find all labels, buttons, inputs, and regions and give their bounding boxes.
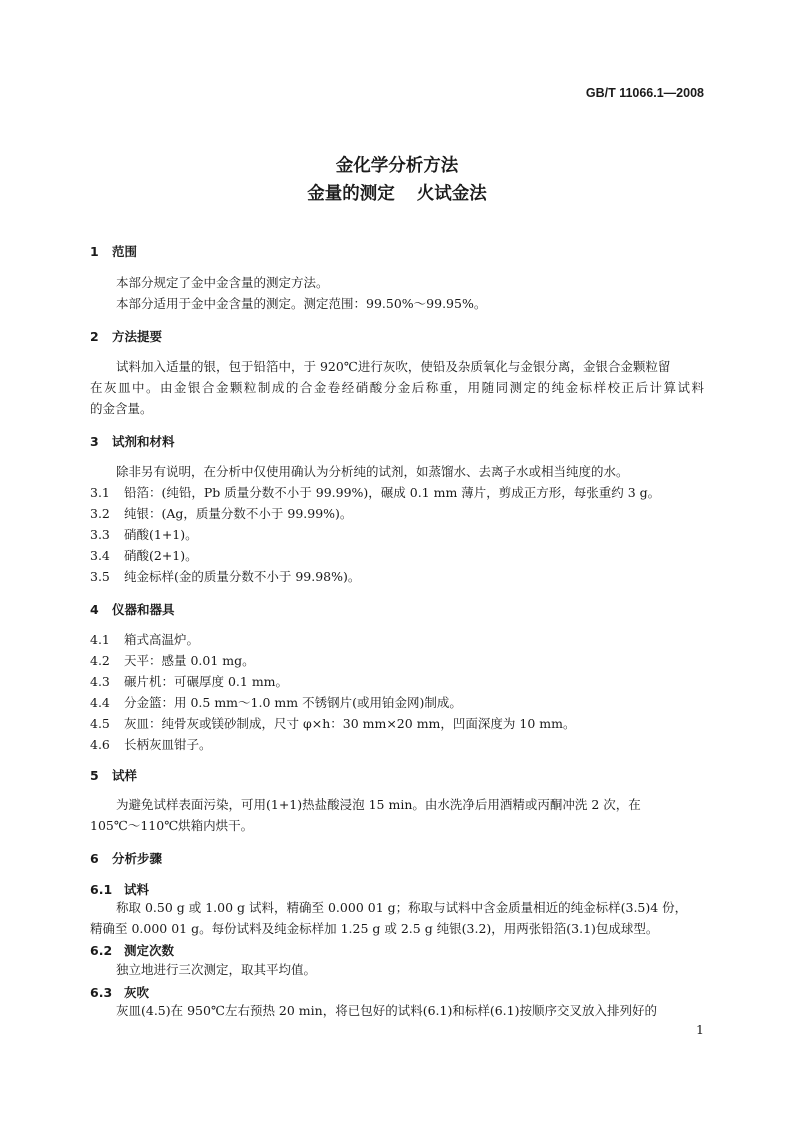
paragraph-line: 精确至 0.000 01 g。每份试料及纯金标样加 1.25 g 或 2.5 g 纯银(3.2)，用两张铅箔(3.1)包成球型。 bbox=[90, 921, 659, 936]
paragraph-line: 试料加入适量的银，包于铅箔中，于 920℃进行灰吹，使铅及杂质氧化与金银分离，金银合金颗粒留 bbox=[116, 359, 671, 374]
paragraph-line: 105℃～110℃烘箱内烘干。 bbox=[90, 818, 254, 833]
item-text: 天平：感量 0.01 mg。 bbox=[124, 653, 255, 668]
paragraph: 本部分规定了金中金含量的测定方法。 bbox=[116, 275, 329, 290]
section-2-heading bbox=[90, 327, 162, 345]
list-item bbox=[90, 716, 575, 732]
item-text: 灰皿：纯骨灰或镁砂制成，尺寸 φ×h：30 mm×20 mm，凹面深度为 10 mm。 bbox=[124, 716, 576, 731]
subsection-6-2-heading bbox=[90, 941, 174, 959]
paragraph-line: 在灰皿中。由金银合金颗粒制成的合金卷经硝酸分金后称重，用随同测定的纯金标样校正后计算试料 bbox=[90, 380, 704, 395]
section-title: 方法提要 bbox=[112, 329, 163, 344]
item-number: 3.4 bbox=[90, 548, 110, 563]
section-6-heading bbox=[90, 849, 162, 867]
list-item bbox=[90, 527, 198, 543]
subsection-title: 测定次数 bbox=[124, 943, 175, 958]
item-number: 3.1 bbox=[90, 485, 110, 500]
subsection-title: 灰吹 bbox=[124, 985, 150, 1000]
section-title: 试剂和材料 bbox=[112, 434, 175, 449]
section-number: 2 bbox=[90, 329, 99, 344]
item-number: 4.4 bbox=[90, 695, 110, 710]
section-title: 分析步骤 bbox=[112, 851, 163, 866]
section-title: 仪器和器具 bbox=[112, 602, 175, 617]
item-text: 箱式高温炉。 bbox=[124, 632, 200, 647]
list-item bbox=[90, 569, 360, 585]
paragraph: 除非另有说明，在分析中仅使用确认为分析纯的试剂，如蒸馏水、去离子水或相当纯度的水。 bbox=[116, 464, 629, 479]
subsection-title: 试料 bbox=[124, 882, 150, 897]
list-item bbox=[90, 695, 462, 711]
section-number: 3 bbox=[90, 434, 99, 449]
item-text: 硝酸(1+1)。 bbox=[124, 527, 198, 542]
document-title-line-2 bbox=[0, 180, 794, 205]
subsection-number: 6.1 bbox=[90, 882, 113, 897]
item-number: 4.6 bbox=[90, 737, 110, 752]
list-item bbox=[90, 674, 288, 690]
list-item bbox=[90, 653, 255, 669]
section-title: 试样 bbox=[112, 768, 138, 783]
section-3-heading bbox=[90, 432, 175, 450]
section-1-heading bbox=[90, 242, 137, 260]
paragraph-line: 称取 0.50 g 或 1.00 g 试料，精确至 0.000 01 g；称取与试料中含金质量相近的纯金标样(3.5)4 份， bbox=[116, 900, 688, 915]
title-part-a: 金量的测定 bbox=[307, 184, 395, 204]
title-part-b: 火试金法 bbox=[416, 184, 487, 204]
standard-code: GB/T 11066.1—2008 bbox=[585, 86, 704, 100]
document-title-line-1: 金化学分析方法 bbox=[335, 156, 459, 176]
item-number: 4.1 bbox=[90, 632, 110, 647]
section-4-heading bbox=[90, 600, 175, 618]
subsection-6-1-heading bbox=[90, 880, 149, 898]
paragraph: 本部分适用于金中金含量的测定。测定范围：99.50%～99.95%。 bbox=[116, 296, 487, 311]
subsection-number: 6.3 bbox=[90, 985, 113, 1000]
item-text: 纯银：(Ag，质量分数不小于 99.99%)。 bbox=[124, 506, 353, 521]
item-text: 分金篮：用 0.5 mm～1.0 mm 不锈钢片(或用铂金网)制成。 bbox=[124, 695, 462, 710]
subsection-number: 6.2 bbox=[90, 943, 113, 958]
item-text: 碾片机：可碾厚度 0.1 mm。 bbox=[124, 674, 289, 689]
list-item bbox=[90, 506, 352, 522]
item-number: 3.5 bbox=[90, 569, 110, 584]
list-item bbox=[90, 548, 198, 564]
item-number: 4.2 bbox=[90, 653, 110, 668]
item-text: 硝酸(2+1)。 bbox=[124, 548, 198, 563]
item-text: 纯金标样(金的质量分数不小于 99.98%)。 bbox=[124, 569, 361, 584]
list-item bbox=[90, 632, 199, 648]
item-number: 4.3 bbox=[90, 674, 110, 689]
paragraph-line: 的金含量。 bbox=[90, 401, 153, 416]
paragraph-line: 为避免试样表面污染，可用(1+1)热盐酸浸泡 15 min。由水洗净后用酒精或丙酮冲洗 2 次，在 bbox=[116, 797, 641, 812]
section-number: 5 bbox=[90, 768, 99, 783]
item-number: 3.2 bbox=[90, 506, 110, 521]
section-number: 6 bbox=[90, 851, 99, 866]
list-item bbox=[90, 485, 660, 501]
subsection-6-3-heading bbox=[90, 983, 149, 1001]
section-title: 范围 bbox=[112, 244, 138, 259]
item-number: 4.5 bbox=[90, 716, 110, 731]
section-number: 4 bbox=[90, 602, 99, 617]
section-number: 1 bbox=[90, 244, 99, 259]
page-number: 1 bbox=[696, 1022, 704, 1037]
item-text: 长柄灰皿钳子。 bbox=[124, 737, 212, 752]
item-number: 3.3 bbox=[90, 527, 110, 542]
list-item bbox=[90, 737, 212, 753]
paragraph-line: 灰皿(4.5)在 950℃左右预热 20 min，将已包好的试料(6.1)和标样(6.1)按顺序交叉放入排列好的 bbox=[116, 1003, 657, 1018]
item-text: 铅箔：(纯铅，Pb 质量分数不小于 99.99%)，碾成 0.1 mm 薄片，剪成正方形，每张重约 3 g。 bbox=[124, 485, 661, 500]
section-5-heading bbox=[90, 766, 137, 784]
paragraph-line: 独立地进行三次测定，取其平均值。 bbox=[116, 962, 317, 977]
